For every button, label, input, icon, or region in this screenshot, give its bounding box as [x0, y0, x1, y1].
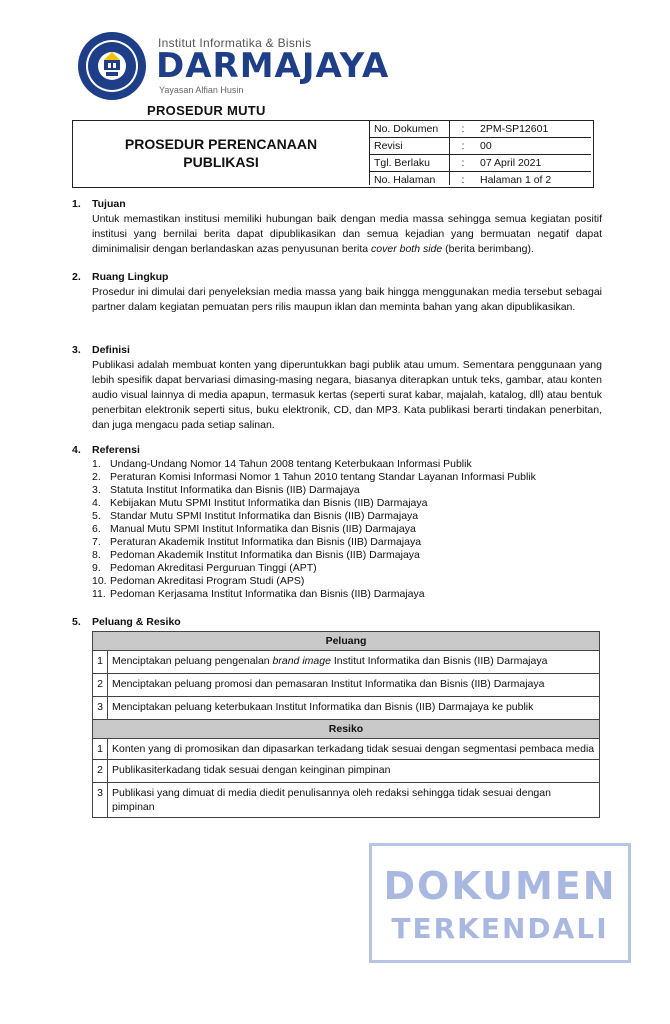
document-meta: [370, 121, 591, 188]
table-row: [93, 760, 600, 783]
list-item: [92, 510, 602, 522]
row-number: 1: [93, 739, 108, 760]
section-number: 3.: [72, 344, 81, 356]
foundation-name: Yayasan Alfian Husin: [159, 85, 244, 95]
meta-label: No. Dokumen: [374, 123, 439, 135]
meta-colon: :: [461, 123, 465, 135]
meta-colon: :: [461, 157, 465, 169]
section-title: Tujuan: [92, 198, 126, 210]
list-item: [92, 523, 602, 535]
row-text: [108, 651, 600, 674]
section-number: 5.: [72, 616, 81, 628]
meta-label: Tgl. Berlaku: [374, 157, 431, 169]
table-row: [93, 783, 600, 818]
title-line-1: PROSEDUR PERENCANAAN: [124, 136, 318, 152]
section-peluang-resiko: [72, 615, 602, 630]
stamp-line-1: DOKUMEN: [383, 864, 617, 908]
row-number: 3: [93, 697, 108, 720]
section-title: Ruang Lingkup: [92, 271, 169, 283]
section-definisi: [72, 343, 602, 433]
row-number: 2: [93, 674, 108, 697]
document-type: PROSEDUR MUTU: [147, 103, 266, 118]
row-number: 3: [93, 783, 108, 818]
section-heading: [72, 443, 602, 458]
darmajaya-seal-icon: [76, 30, 148, 102]
section-body: Prosedur ini dimulai dari penyeleksian media massa yang baik hingga menggunakan media tersebut sebagai partner dalam kegiatan pemuatan pers rilis maupun iklan dan meminta bahan yang akan dipublikasikan.: [92, 286, 602, 313]
meta-colon: :: [461, 174, 465, 186]
table-row: [93, 739, 600, 760]
section-number: 4.: [72, 444, 81, 456]
section-heading: [72, 615, 602, 630]
list-text: Standar Mutu SPMI Institut Informatika dan Bisnis (IIB) Darmajaya: [110, 510, 419, 522]
row-text: Menciptakan peluang keterbukaan Institut Informatika dan Bisnis (IIB) Darmajaya ke publik: [108, 697, 600, 720]
row-number: 2: [93, 760, 108, 783]
row-text: Publikasi yang dimuat di media diedit penulisannya oleh redaksi sehingga tidak sesuai dengan pimpinan: [108, 783, 600, 818]
section-referensi: [72, 443, 602, 601]
list-text: Undang-Undang Nomor 14 Tahun 2008 tentang Keterbukaan Informasi Publik: [110, 458, 472, 470]
section-tujuan: [72, 197, 602, 257]
body-italic-text: cover both side: [371, 243, 443, 255]
row-text: Publikasiterkadang tidak sesuai dengan keinginan pimpinan: [108, 760, 600, 783]
table-row: [93, 651, 600, 674]
list-number: 1.: [92, 458, 101, 470]
list-item: [92, 549, 602, 561]
list-number: 10.: [92, 575, 107, 587]
list-text: Manual Mutu SPMI Institut Informatika dan Bisnis (IIB) Darmajaya: [110, 523, 416, 535]
section-number: 2.: [72, 271, 81, 283]
section-heading: [72, 343, 602, 358]
meta-row: [370, 172, 591, 188]
resiko-header: Resiko: [93, 720, 600, 739]
title-line-2: PUBLIKASI: [183, 154, 259, 170]
list-item: [92, 562, 602, 574]
meta-label: Revisi: [374, 140, 403, 152]
row-text: Menciptakan peluang promosi dan pemasaran Institut Informatika dan Bisnis (IIB) Darmajaya: [108, 674, 600, 697]
reference-list: [72, 458, 602, 600]
institution-logo-block: [76, 30, 390, 102]
meta-value: 00: [480, 140, 492, 152]
list-number: 6.: [92, 523, 101, 535]
row-text: Konten yang di promosikan dan dipasarkan terkadang tidak sesuai dengan segmentasi pembaca media: [108, 739, 600, 760]
meta-value: 07 April 2021: [480, 157, 542, 169]
list-item: [92, 471, 602, 483]
list-text: Kebijakan Mutu SPMI Institut Informatika dan Bisnis (IIB) Darmajaya: [110, 497, 428, 509]
body-text: Untuk memastikan institusi memiliki hubungan baik dengan media massa sehingga semua kegiatan positif institusi yang bernilai berita dapat dipublikasikan dan semua kejadian yang bermuatan negatif dapat diminimalisir dengan berlandaskan azas penyusunan berita: [92, 213, 602, 255]
list-text: Pedoman Akreditasi Perguruan Tinggi (APT): [110, 562, 317, 574]
list-number: 4.: [92, 497, 101, 509]
list-text: Statuta Institut Informatika dan Bisnis (IIB) Darmajaya: [110, 484, 360, 496]
opportunity-risk-table: [92, 631, 600, 818]
list-number: 2.: [92, 471, 101, 483]
table-row: [93, 674, 600, 697]
section-heading: [72, 197, 602, 212]
institute-name: Institut Informatika & Bisnis: [158, 36, 312, 50]
table-header-row: [93, 632, 600, 651]
meta-row: [370, 138, 591, 155]
brand-name: DARMAJAYA: [156, 46, 390, 86]
meta-value: 2PM-SP12601: [480, 123, 549, 135]
document-title: [73, 121, 370, 185]
section-title: Referensi: [92, 444, 140, 456]
section-title: Peluang & Resiko: [92, 616, 181, 628]
list-text: Pedoman Akreditasi Program Studi (APS): [110, 575, 305, 587]
section-body: [72, 212, 602, 257]
meta-label: No. Halaman: [374, 174, 436, 186]
section-title: Definisi: [92, 344, 130, 356]
list-text: Pedoman Akademik Institut Informatika dan Bisnis (IIB) Darmajaya: [110, 549, 420, 561]
list-text: Peraturan Komisi Informasi Nomor 1 Tahun 2010 tentang Standar Layanan Informasi Publik: [110, 471, 536, 483]
list-text: Peraturan Akademik Institut Informatika dan Bisnis (IIB) Darmajaya: [110, 536, 422, 548]
section-body: Publikasi adalah membuat konten yang diperuntukkan bagi publik atau umum. Sementara penggunaan yang lebih spesifik dapat bervariasi dimasing-masing negara, biasanya diterapkan untuk teks, gambar, atau konten audio visual lainnya di media apapun, termasuk kertas (seperti surat kabar, majalah, katalog, dll) atau bentuk penerbitan elektronik seperti situs, buku elektronik, CD, dan MP3. Kata publikasi berarti tindakan penerbitan, dan juga mengacu pada setiap salinan.: [92, 359, 602, 431]
row-number: 1: [93, 651, 108, 674]
cell-text: Institut Informatika dan Bisnis (IIB) Darmajaya: [330, 655, 548, 667]
cell-text: Menciptakan peluang pengenalan: [112, 655, 273, 667]
peluang-header: Peluang: [93, 632, 600, 651]
section-ruang-lingkup: [72, 270, 602, 315]
cell-italic-text: brand image: [272, 655, 331, 667]
meta-colon: :: [461, 140, 465, 152]
section-number: 1.: [72, 198, 81, 210]
list-number: 3.: [92, 484, 101, 496]
list-item: [92, 575, 602, 587]
list-number: 11.: [92, 588, 106, 600]
list-text: Pedoman Kerjasama Institut Informatika dan Bisnis (IIB) Darmajaya: [110, 588, 425, 600]
table-header-row: [93, 720, 600, 739]
list-number: 8.: [92, 549, 101, 561]
stamp-line-2: TERKENDALI: [391, 912, 609, 945]
list-item: [92, 458, 602, 470]
list-number: 7.: [92, 536, 101, 548]
list-number: 5.: [92, 510, 101, 522]
table-row: [93, 697, 600, 720]
section-heading: [72, 270, 602, 285]
list-item: [92, 536, 602, 548]
list-number: 9.: [92, 562, 101, 574]
meta-row: [370, 155, 591, 172]
list-item: [92, 484, 602, 496]
list-item: [92, 497, 602, 509]
list-item: [92, 588, 602, 600]
meta-row: [370, 121, 591, 138]
body-text: (berita berimbang).: [442, 243, 534, 255]
controlled-document-stamp: [369, 843, 631, 963]
meta-value: Halaman 1 of 2: [480, 174, 552, 186]
